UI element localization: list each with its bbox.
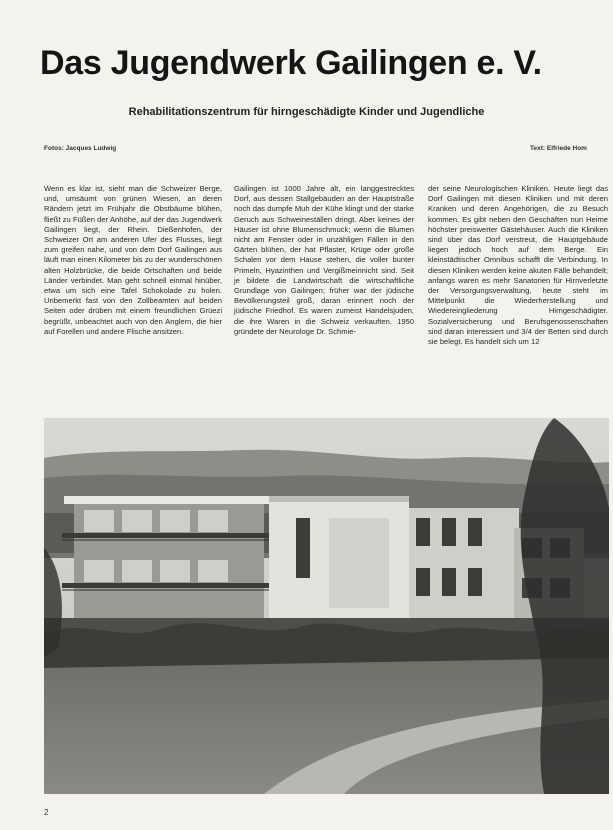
- photo-credit: Fotos: Jacques Ludwig: [44, 145, 117, 152]
- text-column-1: [44, 184, 222, 337]
- column-3-text: der seine Neurologischen Kliniken. Heute liegt das Dorf Gailingen mit diesen Kliniken und mit deren Kranken und deren Angehörigen, die zu Besuch kommen. Es gibt neben den Geschäften nun Heime höchster preiswerter Gästehäuser. Auch die Kliniken sind über das Dorf verstreut, die Hauptgebäude liegen jedoch hoch auf dem Berge. Ein kleinstädtischer Omnibus schafft die Verbindung. In diesen Kliniken werden keine akuten Fälle behandelt; anfangs waren es mehr Sanatorien für Hirnverletzte der Versorgungsverwaltung, heute steht im Mittelpunkt die Wiederherstellung und Wiedereingliederung Hirngeschädigter. Sozialversicherung und Berufsgenossenschaften sind daran interessiert und 3/4 der Betten sind durch sie belegt. Es handelt sich um 12: [428, 184, 608, 347]
- page-number: 2: [44, 808, 49, 817]
- text-credit: Text: Elfriede Hom: [530, 145, 587, 152]
- building-photo-illustration: [44, 418, 609, 794]
- text-column-3: [428, 184, 608, 347]
- column-2-text: Gailingen ist 1000 Jahre alt, ein langgestrecktes Dorf, aus dessen Stallgebäuden an der Hauptstraße noch das dumpfe Muh der Kühe klingt und der starke Geruch aus Schweineställen dringt. Aber keines der Häuser ist ohne Blumenschmuck; wenn die Blumen nicht am Fenster oder in unzähligen Fällen in den Gärten blühen, der hat Pflaster, Krüge oder große Schalen vor dem Hause stehen, die voller bunter Primeln, Hyazinthen und Vergißmeinnicht sind. Seit je bildete die Landwirtschaft die wirtschaftliche Grundlage von Gailingen; früher war der jüdische Bevölkerungsteil groß, daran erinnert noch der jüdische Friedhof. Es waren zumeist Handelsjuden, die ihre Waren in die Schweiz verkauften. 1950 gründete der Neurologe Dr. Schmie-: [234, 184, 414, 336]
- building-photo: [44, 418, 609, 794]
- column-1-text: Wenn es klar ist, sieht man die Schweizer Berge, und, umsäumt von grünen Wiesen, an deren Rändern jetzt im Frühjahr die Obstbäume blühen, fließt zu Füßen der Anhöhe, auf der das Jugendwerk Gailingen liegt, der Rhein. Dießenhofen, der Schweizer Ort am anderen Ufer des Flusses, liegt zum greifen nahe, und von dem Dorf Gailingen aus läuft man einen Kilometer bis zu der wunderschönen alten Holzbrücke, die beide Ortschaften und beide Länder verbindet. Man geht schnell einmal hinüber, etwa um sich eine Tafel Schokolade zu holen. Unbemerkt fast von den Zollbeamten auf beiden Seiten oder drüben mit einem freundlichen Grüezi begrüßt, unbeachtet auch von den Anglern, die hier auf Forellen und andere Flische ansitzen.: [44, 184, 222, 336]
- text-column-2: [234, 184, 414, 337]
- article-subtitle: Rehabilitationszentrum für hirngeschädigte Kinder und Jugendliche: [128, 106, 485, 118]
- article-title: Das Jugendwerk Gailingen e. V.: [40, 44, 542, 82]
